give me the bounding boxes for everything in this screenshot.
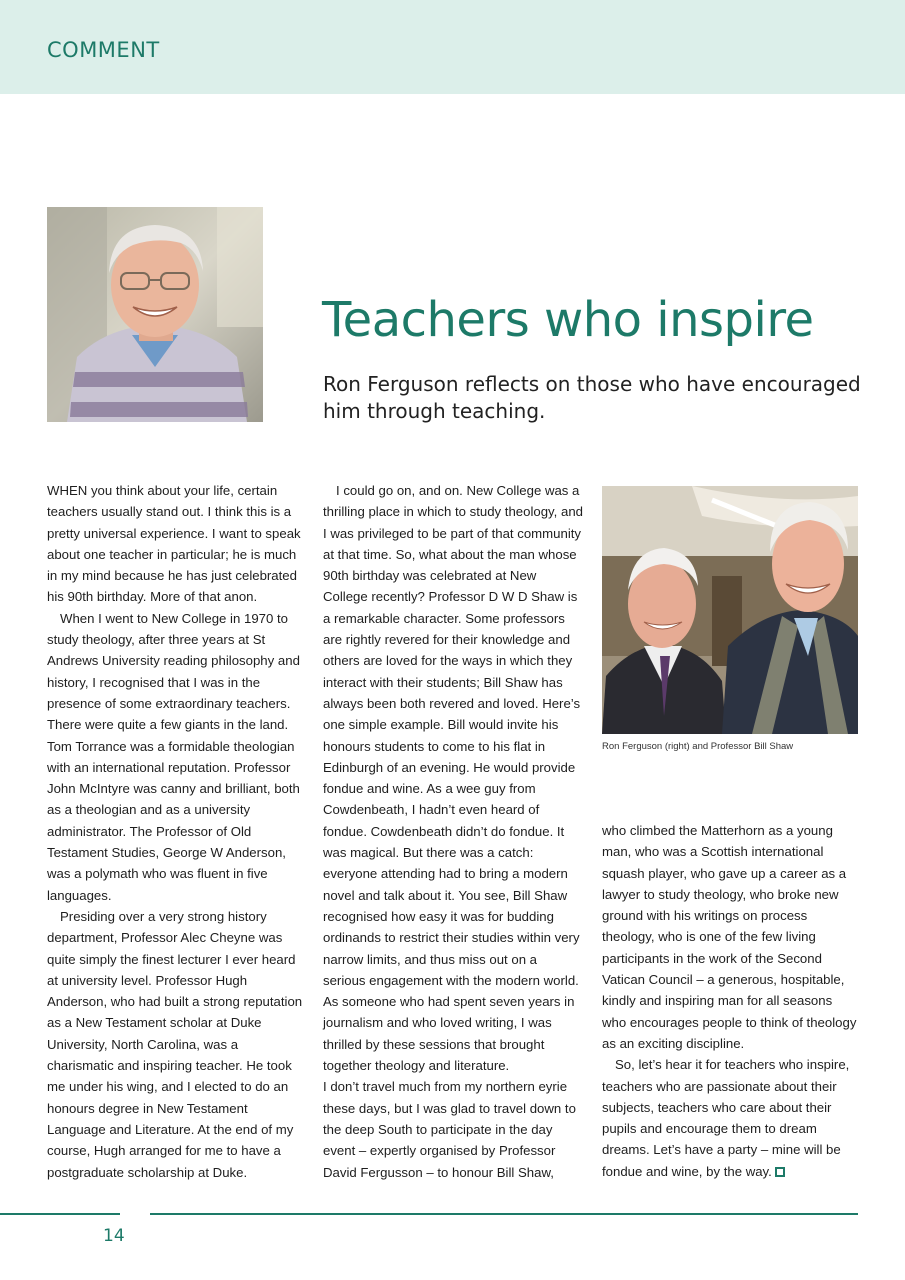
article-standfirst: Ron Ferguson reflects on those who have encouraged him through teaching. — [323, 372, 861, 423]
footer-rule-right — [150, 1213, 858, 1215]
author-portrait-photo — [47, 207, 263, 422]
footer-rule-left — [0, 1213, 120, 1215]
end-square-icon — [775, 1167, 785, 1177]
paragraph: WHEN you think about your life, certain teachers usually stand out. I think this is a pretty universal experience. I want to speak about one teacher in particular; he is much in my mind because he has just celebrated his 90th birthday. More of that anon. — [47, 483, 301, 605]
paragraph: I don’t travel much from my northern eyrie these days, but I was glad to travel down to the deep South to participate in the day event – expertly organised by Professor David Fergusson – to honour Bill Shaw, — [323, 1079, 576, 1180]
photo-caption: Ron Ferguson (right) and Professor Bill Shaw — [602, 741, 794, 752]
paragraph-text: So, let’s hear it for teachers who inspire, teachers who are passionate about their subjects, teachers who care about their pupils and encourage them to dream dreams. Let’s have a party – mine will be fondue and wine, by the way. — [602, 1057, 850, 1179]
paragraph: When I went to New College in 1970 to study theology, after three years at St Andrews University reading philosophy and history, I recognised that I was in the presence of some extraordinary teachers. There were quite a few giants in the land. Tom Torrance was a formidable theologian with an international reputation. Professor John McIntyre was canny and brilliant, both as a theologian and as a university administrator. The Professor of Old Testament Studies, George W Anderson, was a polymath who was fluent in five languages. — [47, 610, 300, 903]
paragraph — [602, 1054, 858, 1182]
section-label: COMMENT — [47, 38, 160, 62]
professors-group-photo — [602, 486, 858, 734]
paragraph: I could go on, and on. New College was a thrilling place in which to study theology, and I was privileged to be part of that community at that time. So, what about the man whose 90th birthday was celebrated at New College recently? Professor D W D Shaw is a remarkable character. Some professors are rightly revered for their knowledge and others are loved for the ways in which they interact with their students; Bill Shaw has always been both revered and loved. Here’s one simple example. Bill would invite his honours students to come to his flat in Edinburgh of an evening. He would provide fondue and wine. As a wee guy from Cowdenbeath, I hadn’t even heard of fondue. Cowdenbeath didn’t do fondue. It was magical. But there was a catch: everyone attending had to bring a modern novel and talk about it. You see, Bill Shaw recognised how easy it was for budding ordinands to restrict their studies within very narrow limits, and thus miss out on a serious engagement with the modern world. As someone who had spent seven years in journalism and who loved writing, I was thrilled by these sessions that brought together theology and literature. — [323, 483, 583, 1074]
article-column-3 — [602, 820, 858, 1182]
paragraph: who climbed the Matterhorn as a young man, who was a Scottish international squash player, who gave up a career as a lawyer to study theology, who broke new ground with his writings on process theology, who is one of the few living participants in the work of the Second Vatican Council – a generous, hospitable, kindly and inspiring man for all seasons who encourages people to think of theology as an exciting discipline. — [602, 823, 857, 1051]
paragraph: Presiding over a very strong history department, Professor Alec Cheyne was quite simply the finest lecturer I ever heard at university level. Professor Hugh Anderson, who had built a strong reputation as a New Testament scholar at Duke University, North Carolina, was a charismatic and inspiring teacher. He took me under his wing, and I elected to do an honours degree in New Testament Language and Literature. At the end of my course, Hugh arranged for me to have a postgraduate scholarship at Duke. — [47, 908, 303, 1180]
page-number: 14 — [103, 1226, 125, 1246]
article-column-1 — [47, 480, 305, 1183]
article-title: Teachers who inspire — [322, 292, 814, 348]
article-column-2 — [323, 480, 583, 1183]
